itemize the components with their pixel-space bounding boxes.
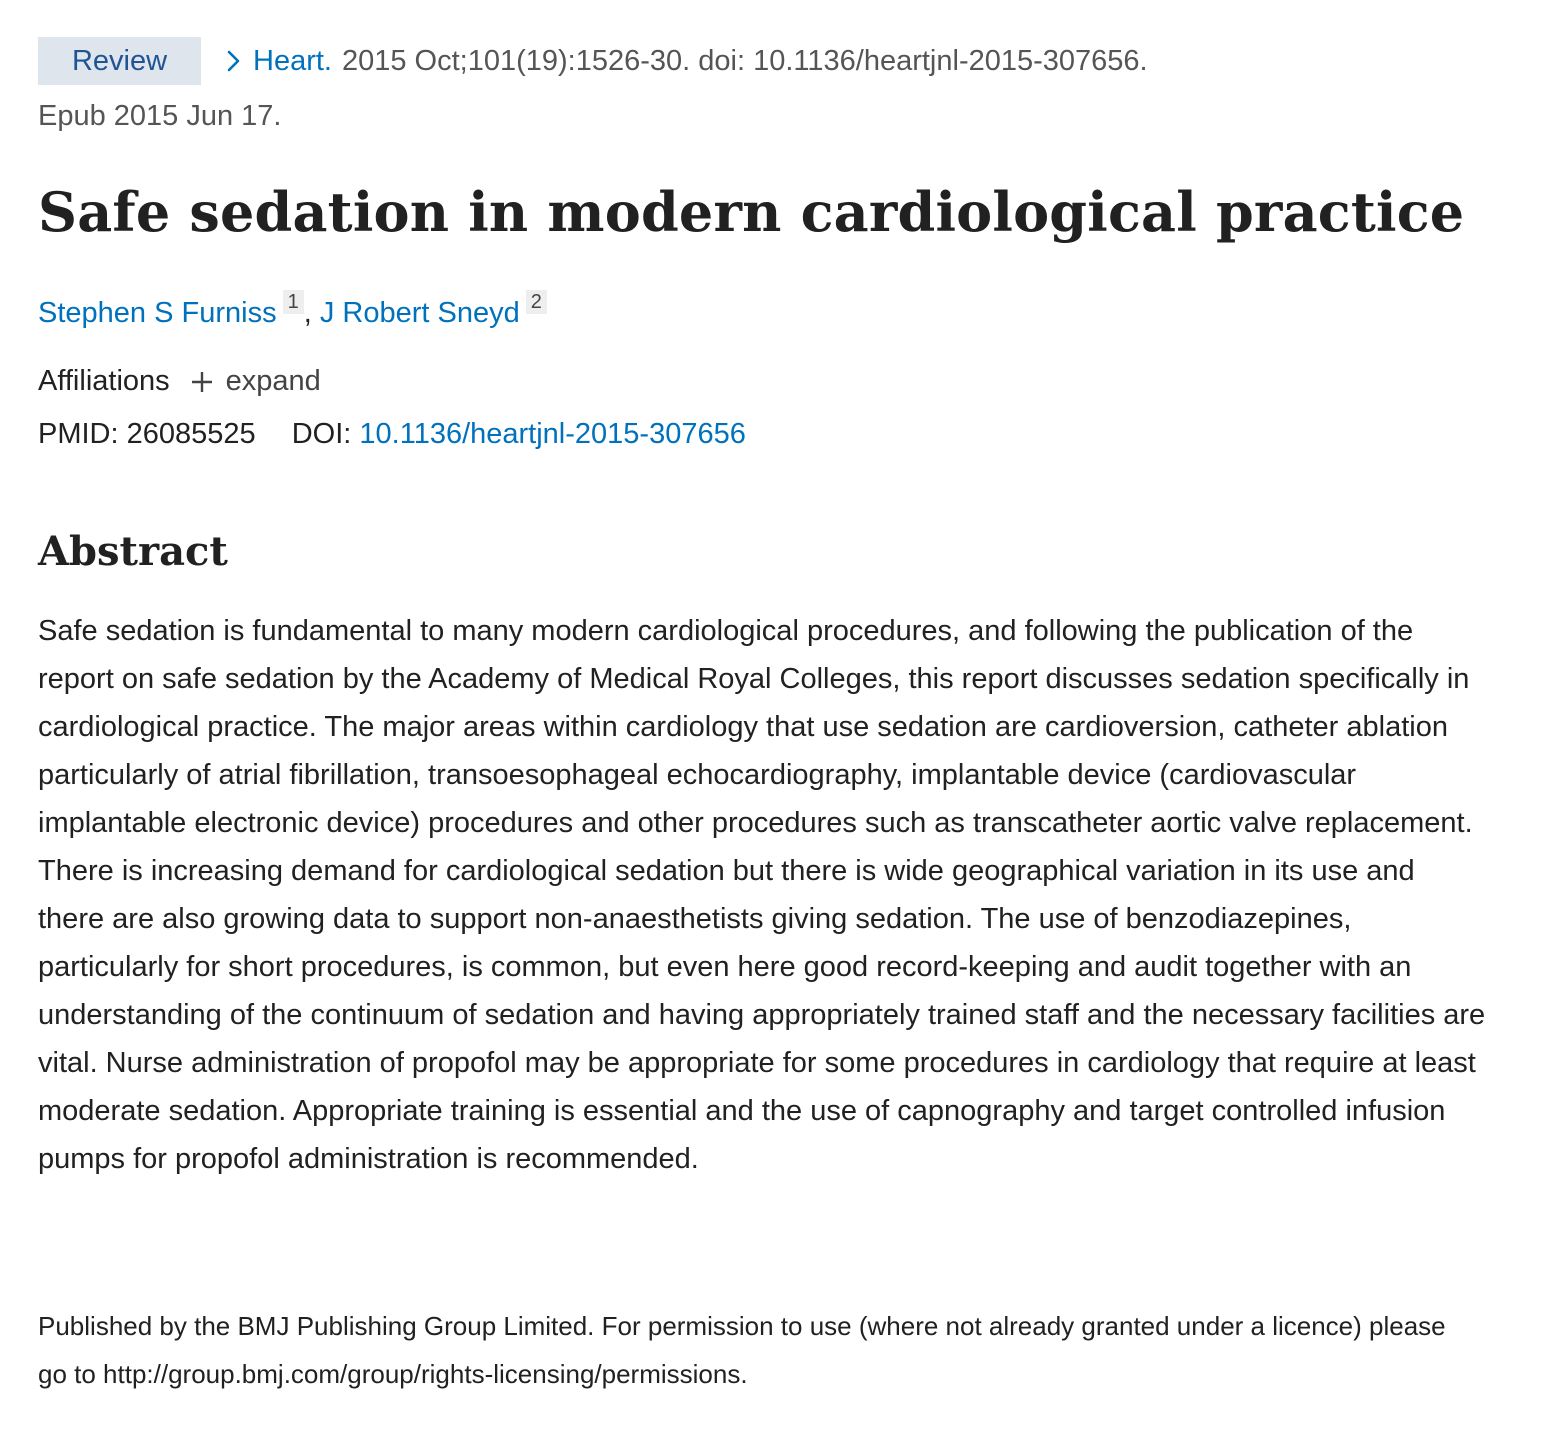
expand-label: expand [225, 365, 321, 397]
epub-date: Epub 2015 Jun 17. [38, 100, 282, 132]
affiliation-number[interactable]: 1 [283, 290, 304, 314]
doi-link[interactable]: 10.1136/heartjnl-2015-307656 [359, 418, 746, 450]
author-separator: , [303, 297, 312, 329]
abstract-heading: Abstract [38, 528, 228, 575]
plus-icon [190, 370, 214, 394]
citation-line [38, 37, 1148, 85]
review-badge: Review [38, 37, 201, 85]
abstract-text: Safe sedation is fundamental to many modern cardiological procedures, and following the publication of the report on safe sedation by the Academy of Medical Royal Colleges, this report discusses sedation specifically in cardiological practice. The major areas within cardiology that use sedation are cardioversion, catheter ablation particularly of atrial fibrillation, transoesophageal echocardiography, implantable device (cardiovascular implantable electronic device) procedures and other procedures such as transcatheter aortic valve replacement. There is increasing demand for cardiological sedation but there is wide geographical variation in its use and there are also growing data to support non-anaesthetists giving sedation. The use of benzodiazepines, particularly for short procedures, is common, but even here good record-keeping and audit together with an understanding of the continuum of sedation and having appropriately trained staff and the necessary facilities are vital. Nurse administration of propofol may be appropriate for some procedures in cardiology that require at least moderate sedation. Appropriate training is essential and the use of capnography and target controlled infusion pumps for propofol administration is recommended. [38, 615, 1486, 1175]
author-list [38, 290, 547, 330]
page-title: Safe sedation in modern cardiological practice [38, 180, 1465, 244]
author-link[interactable]: J Robert Sneyd [319, 297, 520, 329]
journal-link[interactable]: Heart. [253, 44, 332, 77]
pmid-value: 26085525 [126, 418, 256, 450]
affiliations-row [38, 365, 321, 398]
doi-label: DOI: [291, 418, 352, 450]
author-link[interactable]: Stephen S Furniss [38, 297, 277, 329]
pmid-label: PMID: [38, 418, 119, 450]
identifiers-row [38, 418, 746, 451]
copyright-notice: Published by the BMJ Publishing Group Limited. For permission to use (where not already granted under a licence) please go to http://group.bmj.com/group/rights-licensing/permissions. [38, 1311, 1446, 1389]
affiliation-number[interactable]: 2 [526, 290, 547, 314]
affiliations-label: Affiliations [38, 365, 170, 397]
citation-details: 2015 Oct;101(19):1526-30. doi: 10.1136/heartjnl-2015-307656. [341, 44, 1148, 77]
chevron-right-icon [219, 46, 249, 76]
expand-affiliations-button[interactable] [190, 365, 321, 398]
